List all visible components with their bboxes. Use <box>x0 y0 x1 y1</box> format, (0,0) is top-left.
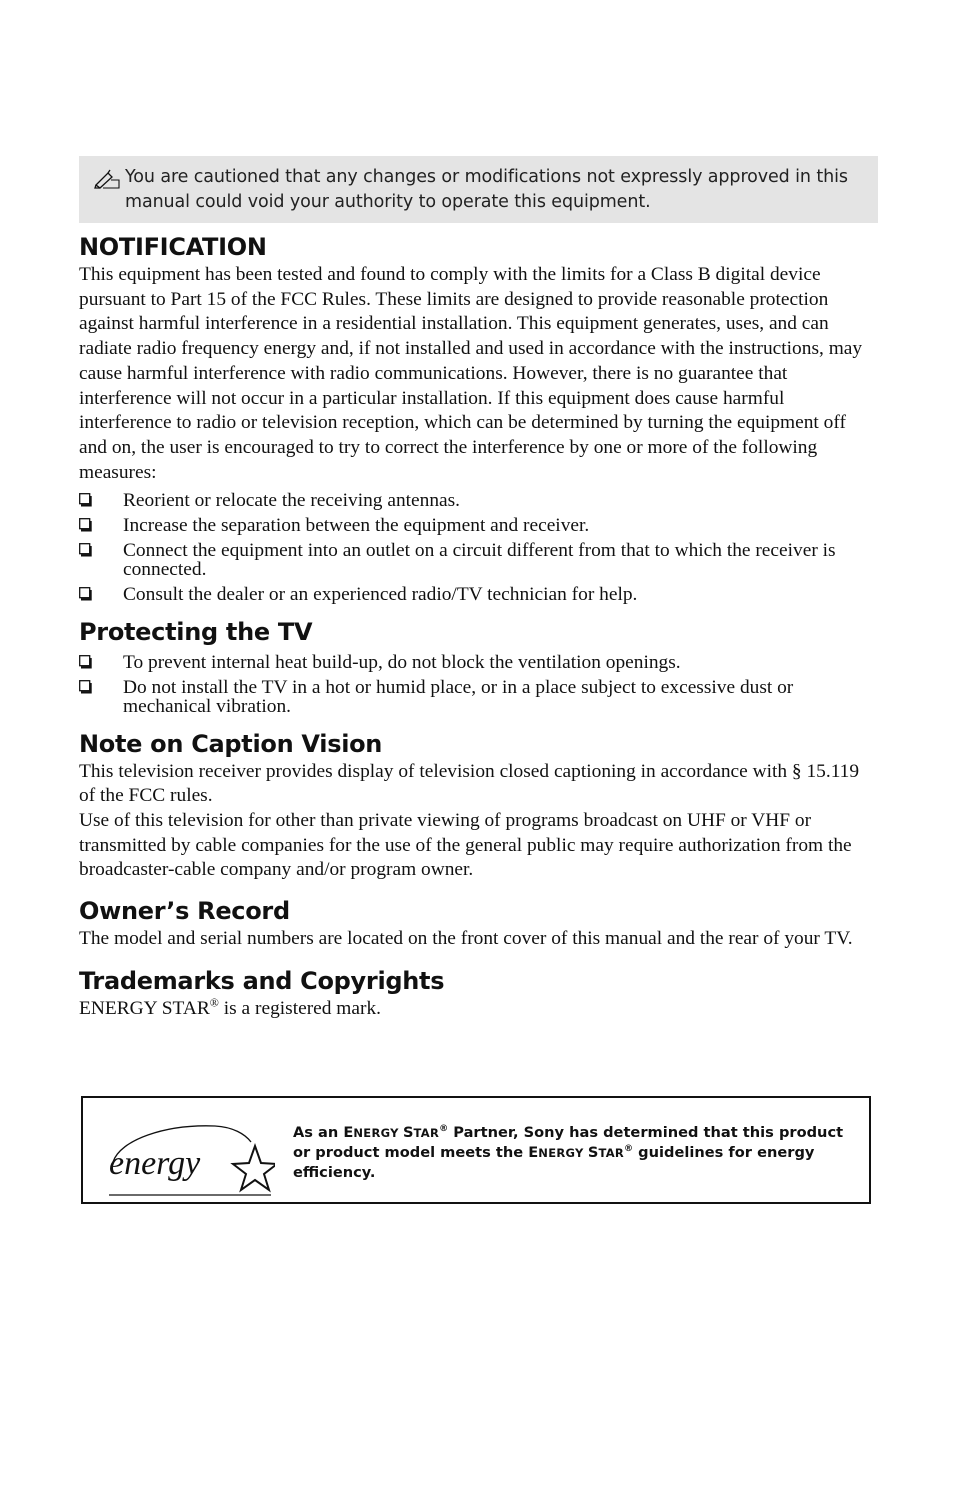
energy-star-partner-text: As an ENERGY STAR® Partner, Sony has determined that this product or product model meets the ENERGY STAR® guidelines for energy efficiency. <box>293 1124 844 1181</box>
trademarks-heading: Trademarks and Copyrights <box>79 966 445 995</box>
page <box>79 156 878 1182</box>
caution-note <box>79 156 878 223</box>
list-item: Increase the separation between the equipment and receiver. <box>79 516 878 536</box>
caution-text: You are cautioned that any changes or modifications not expressly approved in this manual could void your authority to operate this equipment. <box>125 167 848 212</box>
energy-star-mark-line: ENERGY STAR® is a registered mark. <box>79 995 381 1019</box>
protecting-list <box>79 653 878 717</box>
energy-star-logo <box>105 1122 275 1198</box>
list-item: Do not install the TV in a hot or humid place, or in a place subject to excessive dust or mechanical vibration. <box>79 678 878 717</box>
caption-heading: Note on Caption Vision <box>79 729 383 758</box>
energy-star-partner-box <box>81 1096 871 1204</box>
caption-para-2: Use of this television for other than private viewing of programs broadcast on UHF or VHF or transmitted by cable companies for the use of the general public may require authorization from the broadcaster-cable company and/or program owner. <box>79 809 852 881</box>
energy-logo-script: energy <box>109 1145 201 1182</box>
notification-measures-list <box>79 491 878 604</box>
protecting-heading: Protecting the TV <box>79 617 313 646</box>
checkbox-bullet-icon <box>79 517 93 531</box>
notification-body: This equipment has been tested and found to comply with the limits for a Class B digital device pursuant to Part 15 of the FCC Rules. These limits are designed to provide reasonable protection against harmful interference in a residential installation. This equipment generates, uses, and can radiate radio frequency energy and, if not installed and used in accordance with the instructions, may cause harmful interference with radio communications. However, there is no guarantee that interference will not occur in a particular installation. If this equipment does cause harmful interference to radio or television reception, which can be determined by turning the equipment off and on, the user is encouraged to try to correct the interference by one or more of the following measures: <box>79 264 863 483</box>
checkbox-bullet-icon <box>79 679 93 693</box>
list-item: Connect the equipment into an outlet on a circuit different from that to which the receiver is connected. <box>79 541 878 580</box>
caption-para-1: This television receiver provides display of television closed captioning in accordance with § 15.119 of the FCC rules. <box>79 760 860 807</box>
list-item: Consult the dealer or an experienced radio/TV technician for help. <box>79 585 878 605</box>
list-item: To prevent internal heat build-up, do not block the ventilation openings. <box>79 653 878 673</box>
pencil-note-icon <box>93 169 125 194</box>
checkbox-bullet-icon <box>79 586 93 600</box>
checkbox-bullet-icon <box>79 492 93 506</box>
owner-body: The model and serial numbers are located on the front cover of this manual and the rear of your TV. <box>79 928 853 950</box>
list-item: Reorient or relocate the receiving antennas. <box>79 491 878 511</box>
owner-heading: Owner’s Record <box>79 897 290 926</box>
notification-heading: NOTIFICATION <box>79 233 267 261</box>
checkbox-bullet-icon <box>79 654 93 668</box>
checkbox-bullet-icon <box>79 542 93 556</box>
